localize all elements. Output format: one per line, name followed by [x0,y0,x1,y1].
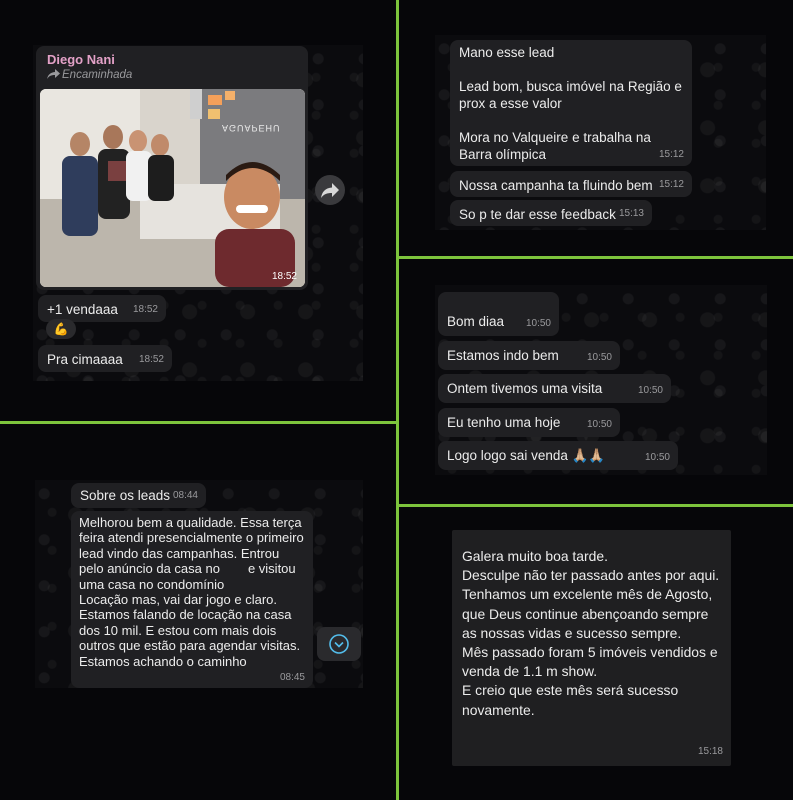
message-text: Nossa campanha ta fluindo bem [459,178,653,193]
message-bubble[interactable] [450,171,692,197]
message-bubble[interactable] [71,511,313,688]
message-line: Melhorou bem a qualidade. Essa terça [79,515,302,530]
office-sign: AGUAPEHU [222,123,281,133]
divider-horizontal-right-2 [399,504,793,507]
message-bubble[interactable] [438,292,559,336]
message-text: Logo logo sai venda 🙏🏼🙏🏼 [447,448,606,463]
message-text: Pra cimaaaa [47,352,123,367]
message-time: 15:12 [658,179,684,190]
divider-vertical [396,0,399,800]
message-time: 15:13 [618,208,644,219]
message-line-with-redaction [79,561,305,576]
message-text: Bom diaa [447,314,505,329]
message-time: 15:12 [658,149,684,160]
message-text: Ontem tivemos uma visita [447,381,603,396]
divider-horizontal-right-1 [399,256,793,259]
message-time: 10:50 [525,318,551,329]
message-bubble[interactable] [38,295,166,322]
message-line: uma casa no condomínio [79,576,225,592]
message-bubble[interactable] [438,408,620,437]
message-time: 08:45 [279,671,305,683]
forward-button[interactable] [315,175,345,205]
reaction-pill[interactable] [46,319,76,339]
message-time: 10:50 [586,419,612,430]
photo-time: 18:52 [271,271,297,282]
message-time: 10:50 [586,352,612,363]
message-line: Locação mas, vai dar jogo e claro. [79,592,277,608]
message-bubble[interactable] [450,200,652,226]
forwarded-label [47,69,132,81]
message-line: Estamos falando de locação na casa [79,607,292,623]
message-text: Galera muito boa tarde. Desculpe não ter passado antes por aqui. Tenhamos um excelente mês de Agosto, que Deus continue abençoando sempre as nossas vidas e sucesso sempre. Mês passado foram 5 imóveis vendidos e venda de 1.1 m show. E creio que este mês será sucesso novamente. [462,548,720,718]
forward-header [47,52,132,81]
message-time: 08:44 [172,490,198,501]
message-line: outros que estão para agendar visitas. [79,638,301,654]
message-bubble[interactable] [438,341,620,370]
message-bubble[interactable] [450,40,692,166]
divider-horizontal-left [0,421,396,424]
message-bubble[interactable] [438,441,678,470]
message-text: So p te dar esse feedback [459,207,616,222]
reaction-emoji: 💪 [53,322,69,336]
share-forward-icon [315,175,345,205]
scroll-down-button[interactable] [317,627,361,661]
office-photo-illustration [40,89,305,287]
message-text: Eu tenho uma hoje [447,415,561,430]
message-line: dos 10 mil. E estou com mais dois [79,622,277,638]
chevron-down-icon [317,627,361,661]
message-line: e visitou [247,561,296,577]
message-bubble[interactable] [38,345,172,372]
message-text: +1 vendaaa [47,302,118,317]
message-time: 18:52 [138,354,164,365]
message-time: 18:52 [132,304,158,315]
forwarded-text: Encaminhada [62,69,133,81]
message-time: 10:50 [637,385,663,396]
sender-name[interactable]: Diego Nani [47,52,115,67]
message-time: 10:50 [644,452,670,463]
message-text: Mano esse lead Lead bom, busca imóvel na Região e prox a esse valor Mora no Valqueire e trabalha na Barra olímpica [459,45,682,162]
message-bubble[interactable] [71,483,206,508]
message-line: lead vindo das campanhas. Entrou [79,545,280,561]
message-bubble[interactable] [438,374,671,403]
forward-arrow-icon [47,69,60,79]
message-line: feira atendi presencialmente o primeiro [79,530,304,546]
group-photo[interactable] [40,89,305,287]
message-line: Estamos achando o caminho [79,653,247,669]
message-time: 15:18 [697,745,723,757]
message-text: Sobre os leads [80,488,171,503]
message-text: Estamos indo bem [447,348,559,363]
message-line: pelo anúncio da casa no [79,561,220,577]
redacted-text [220,563,248,573]
message-bubble[interactable] [452,530,731,766]
